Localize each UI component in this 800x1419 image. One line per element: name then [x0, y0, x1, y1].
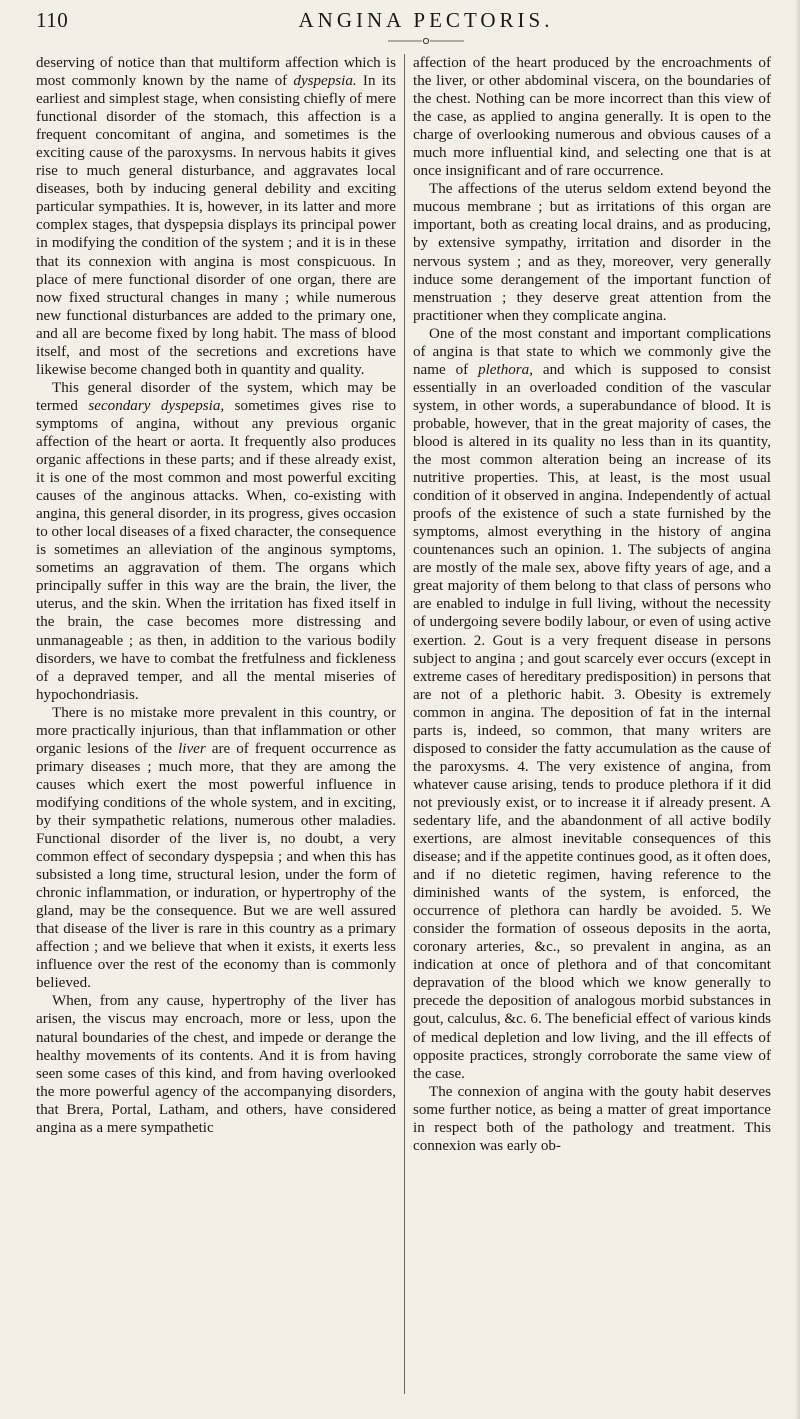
- column-divider: [404, 54, 405, 1394]
- right-column: [413, 54, 771, 1155]
- paragraph: deserving of notice than that multiform affection which is most commonly known by the name of dyspepsia. In its earliest and simplest stage, when consisting chiefly of mere functional disorder of the stomach, this affection is a frequent concomitant of angina, and sometimes is the exciting cause of the paroxysms. In nervous habits it gives rise to much general disturbance, and aggravates local diseases, both by inducing general debility and exciting particular sympathies. It is, however, in its latter and more complex stages, that dyspepsia displays its principal power in modifying the condition of the system ; and it is in these that its connexion with angina is most conspicuous. In place of mere functional disorder of one organ, there are now fixed structural changes in many ; while numerous new functional disturbances are added to the primary one, and all are become fixed by long habit. The mass of blood itself, and most of the secretions and excretions have likewise become changed both in quantity and quality.: [36, 55, 396, 378]
- page-edge-shadow: [794, 0, 800, 1419]
- paragraph: This general disorder of the system, which may be termed secondary dyspepsia, sometimes gives rise to symptoms of angina, without any previous organic affection of the heart or aorta. It frequently also produces organic affections in these parts; and if these already exist, it is one of the most common and most powerful exciting causes of the anginous attacks. When, co-existing with angina, this general disorder, in its progress, gives occasion to other local diseases of a fixed character, the consequence is sometimes an alleviation of the anginous symptoms, sometims an aggravation of them. The organs which principally suffer in this way are the brain, the liver, the uterus, and the skin. When the irritation has fixed itself in the brain, the case becomes more distressing and unmanageable ; as then, in addition to the various bodily disorders, we have to combat the fretfulness and fickleness of a depraved temper, and all the mental miseries of hypochondriasis.: [36, 379, 396, 703]
- ornament-rule-icon: [386, 36, 466, 46]
- paragraph: One of the most constant and important complications of angina is that state to which we commonly give the name of plethora, and which is supposed to consist essentially in an overloaded condition of the vascular system, in other words, a superabundance of blood. It is probable, however, that in the great majority of cases, the blood is altered in its quality no less than in its quantity, the most common alteration being an increase of its nutritive properties. This, at least, is the most usual condition of it observed in angina. Independently of actual proofs of the existence of such a state furnished by the symptoms, almost everything in the history of angina countenances such an opinion. 1. The subjects of angina are mostly of the male sex, above fifty years of age, and a great majority of them belong to that class of persons who are enabled to indulge in full living, without the necessity of undergoing severe bodily labour, or even of using active exertion. 2. Gout is a very frequent disease in persons subject to angina ; and gout scarcely ever occurs (except in extreme cases of hereditary predisposition) in persons that are not of a plethoric habit. 3. Obesity is extremely common in angina. The deposition of fat in the internal parts is, indeed, so common, that many writers are disposed to consider the fatty accumulation as the cause of the paroxysms. 4. The very existence of angina, from whatever cause arising, tends to produce plethora if it did not previously exist, or to increase it if already present. A sedentary life, and the abandonment of all active bodily exertions, are almost inevitable consequences of this disease; and if the appetite continues good, as it often does, and if no dietetic regimen, having reference to the diminished wants of the system, is enforced, the occurrence of plethora can hardly be avoided. 5. We consider the formation of osseous deposits in the aorta, coronary arteries, &c., so prevalent in angina, as an indication at once of plethora and of that concomitant depravation of the blood which we know generally to precede the deposition of analogous morbid substances in gout, calculus, &c. 6. The beneficial effect of various kinds of medical depletion and low living, and the ill effects of opposite practices, strongly corroborate the same view of the case.: [413, 325, 771, 1082]
- page-header: [36, 8, 766, 48]
- paragraph: When, from any cause, hypertrophy of the liver has arisen, the viscus may encroach, more or less, upon the natural boundaries of the chest, and impede or derange the healthy movements of its contents. And it is from having seen some cases of this kind, and from having overlooked the more powerful agency of the accompanying disorders, that Brera, Portal, Latham, and others, have considered angina as a mere sympathetic: [36, 993, 396, 1136]
- paragraph: The affections of the uterus seldom extend beyond the mucous membrane ; but as irritations of this organ are important, both as creating local drains, and as producing, by extensive sympathy, irritation and disorder in the nervous system ; and as they, moreover, very generally induce some derangement of the important function of menstruation ; they deserve great attention from the practitioner when they complicate angina.: [413, 181, 771, 324]
- left-column: [36, 54, 396, 1137]
- page-number: 110: [36, 8, 69, 32]
- running-title: ANGINA PECTORIS.: [298, 8, 554, 32]
- paragraph: The connexion of angina with the gouty habit deserves some further notice, as being a matter of great importance in respect both of the pathology and treatment. This connexion was early ob-: [413, 1083, 771, 1154]
- paragraph: There is no mistake more prevalent in this country, or more practically injurious, than that inflammation or other organic lesions of the liver are of frequent occurrence as primary diseases ; much more, that they are among the causes which exert the most powerful influence in modifying conditions of the whole system, and in exciting, by their sympathetic relations, numerous other maladies. Functional disorder of the liver is, no doubt, a very common effect of secondary dyspepsia ; and when this has subsisted a long time, structural lesion, under the form of chronic inflammation, or induration, or hypertrophy of the gland, may be the consequence. But we are well assured that disease of the liver is rare in this country as a primary affection ; and we believe that when it exists, it exerts less influence over the rest of the economy than is commonly believed.: [36, 704, 396, 992]
- paragraph: affection of the heart produced by the encroachments of the liver, or other abdominal viscera, on the boundaries of the chest. Nothing can be more incorrect than this view of the case, as applied to angina generally. It is open to the charge of overlooking numerous and obvious causes of a much more influential kind, and selecting one that is at once insignificant and of rare occurrence.: [413, 55, 771, 180]
